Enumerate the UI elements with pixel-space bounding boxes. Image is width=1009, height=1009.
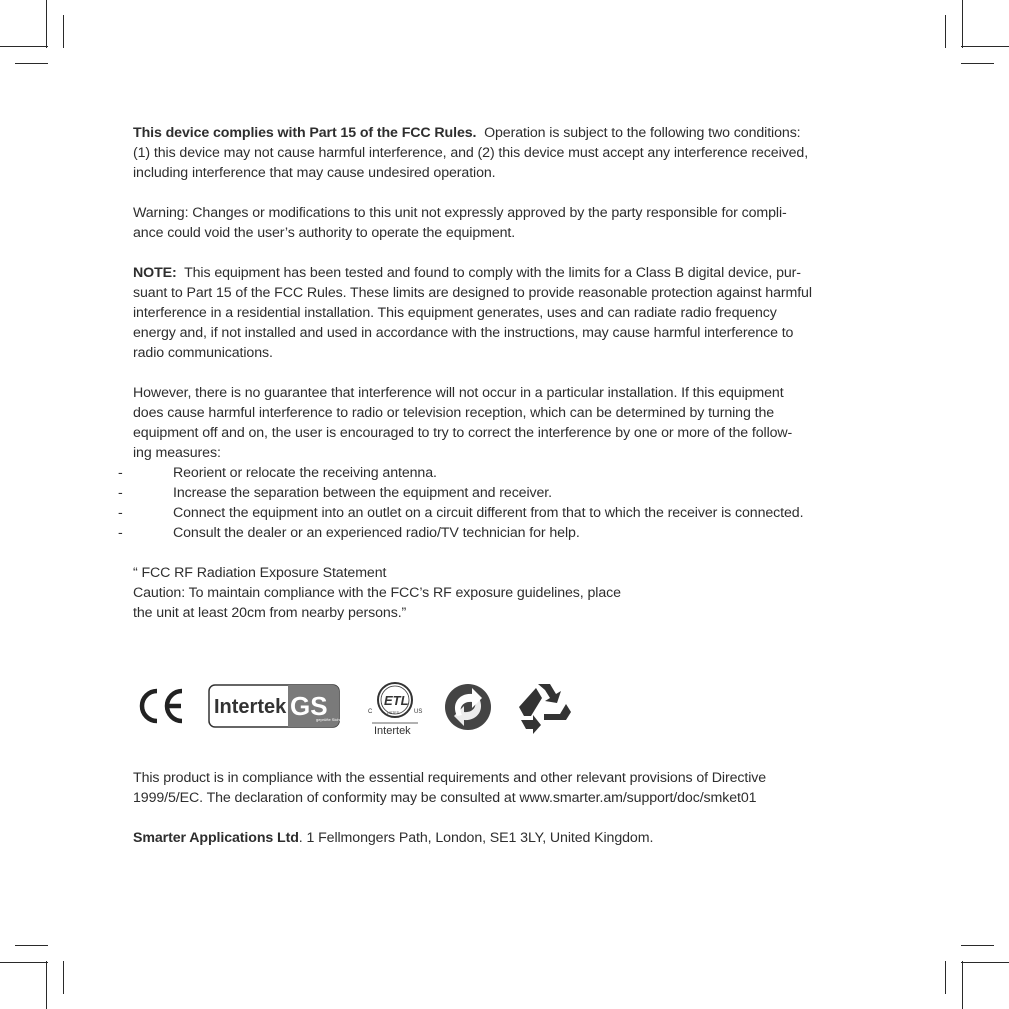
crop-mark: [46, 0, 47, 48]
note-line: radio communications.: [133, 345, 273, 361]
rf-line: the unit at least 20cm from nearby persons.”: [133, 605, 407, 621]
measures-list: [118, 463, 913, 543]
crop-mark: [961, 962, 1009, 963]
bullet-dash: -: [118, 465, 123, 481]
crop-mark: [962, 961, 963, 1009]
svg-text:ETL: ETL: [384, 693, 409, 708]
recycle-icon: [516, 680, 574, 734]
crop-mark: [962, 0, 963, 48]
svg-text:geprüfte Sicherheit: geprüfte Sicherheit: [316, 717, 350, 722]
svg-text:Intertek: Intertek: [374, 725, 411, 737]
however-line: does cause harmful interference to radio or television reception, which can be determined by turning the: [133, 405, 775, 421]
crop-mark: [961, 46, 1009, 47]
directive-line: 1999/5/EC. The declaration of conformity may be consulted at www.smarter.am/support/doc/smket01: [133, 790, 757, 806]
etl-listed-logo: [366, 680, 426, 738]
warning-line: ance could void the user’s authority to operate the equipment.: [133, 225, 516, 241]
svg-text:GS: GS: [290, 691, 328, 721]
bullet-dash: -: [118, 485, 123, 501]
however-line: ing measures:: [133, 445, 221, 461]
note-line: energy and, if not installed and used in accordance with the instructions, may cause harmful interference to: [133, 325, 794, 341]
measure-text: Connect the equipment into an outlet on a circuit different from that to which the receiver is connected.: [173, 505, 804, 521]
list-item: [118, 483, 913, 503]
svg-text:LISTED: LISTED: [387, 711, 400, 715]
note-label: NOTE:: [133, 265, 177, 281]
certification-logos: [138, 680, 578, 740]
measure-text: Consult the dealer or an experienced radio/TV technician for help.: [173, 525, 580, 541]
svg-text:C: C: [368, 709, 373, 715]
compliance-line: [133, 123, 913, 143]
crop-mark: [945, 15, 946, 48]
crop-mark: [63, 15, 64, 48]
list-item: [118, 503, 913, 523]
svg-text:Intertek: Intertek: [214, 696, 287, 718]
crop-mark: [961, 63, 994, 64]
rf-line: “ FCC RF Radiation Exposure Statement: [133, 565, 387, 581]
note-line: interference in a residential installation. This equipment generates, uses and can radiate radio frequency: [133, 305, 777, 321]
company-name: Smarter Applications Ltd: [133, 830, 299, 846]
measure-text: Increase the separation between the equipment and receiver.: [173, 485, 552, 501]
crop-mark: [0, 46, 48, 47]
compliance-line: (1) this device may not cause harmful interference, and (2) this device must accept any interference received,: [133, 145, 809, 161]
compliance-heading: This device complies with Part 15 of the FCC Rules.: [133, 125, 477, 141]
crop-mark: [945, 961, 946, 994]
bullet-dash: -: [118, 525, 123, 541]
compliance-text: Operation is subject to the following two conditions:: [484, 125, 801, 141]
company-address: . 1 Fellmongers Path, London, SE1 3LY, United Kingdom.: [298, 830, 654, 846]
compliance-line: including interference that may cause undesired operation.: [133, 165, 496, 181]
list-item: [118, 463, 913, 483]
company-line: [133, 828, 913, 848]
warning-line: Warning: Changes or modifications to this unit not expressly approved by the party responsible for compli-: [133, 205, 787, 221]
svg-text:US: US: [414, 709, 423, 715]
crop-mark: [15, 945, 48, 946]
crop-mark: [0, 962, 48, 963]
ce-mark-icon: [138, 686, 188, 726]
rf-line: Caution: To maintain compliance with the FCC’s RF exposure guidelines, place: [133, 585, 621, 601]
measure-text: Reorient or relocate the receiving antenna.: [173, 465, 437, 481]
crop-mark: [961, 945, 994, 946]
intertek-gs-logo: [208, 684, 350, 728]
however-line: However, there is no guarantee that interference will not occur in a particular installation. If this equipment: [133, 385, 784, 401]
crop-mark: [63, 961, 64, 994]
bullet-dash: -: [118, 505, 123, 521]
however-line: equipment off and on, the user is encouraged to try to correct the interference by one or more of the follow-: [133, 425, 793, 441]
green-dot-icon: [443, 682, 493, 732]
directive-line: This product is in compliance with the essential requirements and other relevant provisions of Directive: [133, 770, 767, 786]
note-line: suant to Part 15 of the FCC Rules. These limits are designed to provide reasonable protection against harmful: [133, 285, 812, 301]
crop-mark: [46, 961, 47, 1009]
footer: [133, 768, 913, 848]
fcc-statement: [118, 123, 913, 623]
note-line: [133, 263, 913, 283]
note-text: This equipment has been tested and found to comply with the limits for a Class B digital device, pur-: [184, 265, 801, 281]
crop-mark: [15, 63, 48, 64]
list-item: [118, 523, 913, 543]
